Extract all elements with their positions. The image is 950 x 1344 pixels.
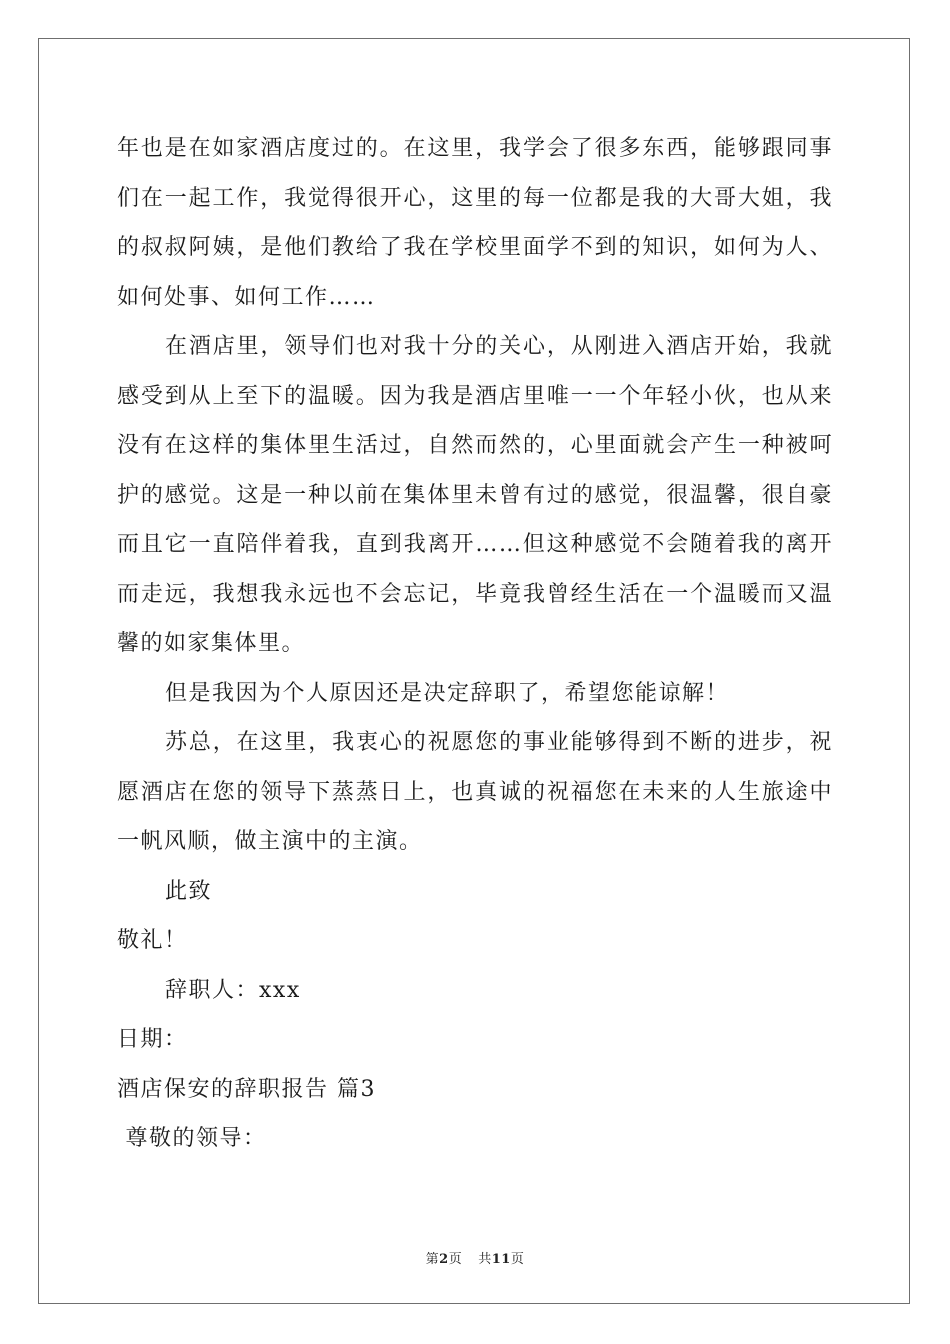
document-body bbox=[117, 124, 833, 1164]
signature-line: 辞职人：xxx bbox=[165, 977, 301, 1003]
paragraph-continuation: 年也是在如家酒店度过的。在这里，我学会了很多东西，能够跟同事们在一起工作，我觉得很开心，这里的每一位都是我的大哥大姐，我的叔叔阿姨，是他们教给了我在学校里面学不到的知识，如何为人、如何处事、如何工作…… bbox=[117, 136, 833, 310]
total-suffix: 页 bbox=[510, 1252, 525, 1267]
paragraph-hotel-care: 在酒店里，领导们也对我十分的关心，从刚进入酒店开始，我就感受到从上至下的温暖。因为我是酒店里唯一一个年轻小伙，也从来没有在这样的集体里生活过，自然而然的，心里面就会产生一种被呵护的感觉。这是一种以前在集体里未曾有过的感觉，很温馨，很自豪而且它一直陪伴着我，直到我离开……但这种感觉不会随着我的离开而走远，我想我永远也不会忘记，毕竟我曾经生活在一个温暖而又温馨的如家集体里。 bbox=[117, 334, 833, 656]
paragraph-resignation-decision: 但是我因为个人原因还是决定辞职了，希望您能谅解！ bbox=[165, 680, 730, 706]
closing-regards: 敬礼！ bbox=[117, 928, 188, 953]
greeting-line: 尊敬的领导： bbox=[117, 1126, 267, 1151]
closing-salutation: 此致 bbox=[165, 878, 213, 904]
total-prefix: 共 bbox=[478, 1252, 492, 1267]
current-page-number: 2 bbox=[439, 1252, 449, 1267]
section-heading: 酒店保安的辞职报告 篇3 bbox=[117, 1076, 376, 1102]
page-suffix: 页 bbox=[448, 1252, 463, 1267]
page-prefix: 第 bbox=[425, 1252, 440, 1267]
date-line: 日期： bbox=[117, 1027, 188, 1052]
page-footer bbox=[0, 1248, 950, 1267]
paragraph-wishes: 苏总，在这里，我衷心的祝愿您的事业能够得到不断的进步，祝愿酒店在您的领导下蒸蒸日上，也真诚的祝福您在未来的人生旅途中一帆风顺，做主演中的主演。 bbox=[117, 730, 833, 854]
total-pages-number: 11 bbox=[491, 1252, 511, 1267]
